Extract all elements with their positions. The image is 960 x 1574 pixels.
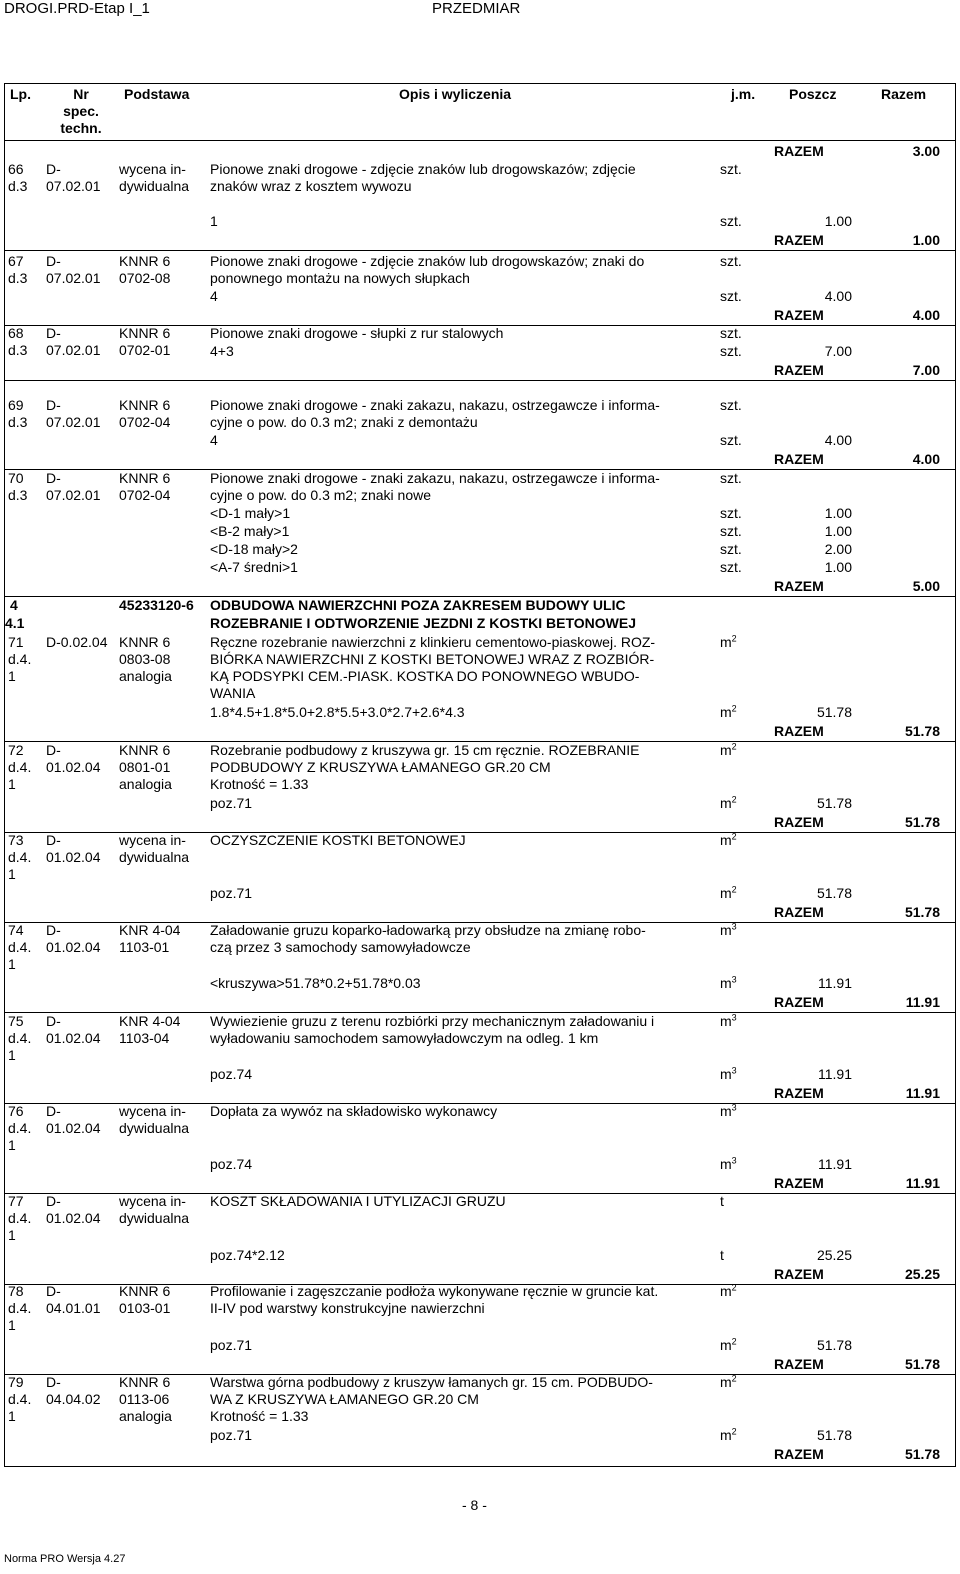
calc-expression: 4 <box>210 432 218 448</box>
calc-expression: <D-1 mały>1 <box>210 505 291 521</box>
section-4-number: 4 <box>10 597 18 613</box>
calc-unit: $m^2$ <box>720 1426 737 1443</box>
item-lp: 73 d.4. 1 <box>8 832 32 882</box>
col-jm: j.m. <box>731 86 756 102</box>
item-razem-label: RAZEM <box>774 1085 824 1101</box>
row-separator <box>4 250 956 251</box>
document-type: PRZEDMIAR <box>432 0 521 17</box>
item-basis: KNR 4-04 1103-04 <box>119 1013 181 1046</box>
item-razem-label: RAZEM <box>774 814 824 830</box>
calc-expression: <B-2 mały>1 <box>210 523 290 539</box>
calc-expression: 1.8*4.5+1.8*5.0+2.8*5.5+3.0*2.7+2.6*4.3 <box>210 704 465 720</box>
calc-expression: <kruszywa>51.78*0.2+51.78*0.03 <box>210 975 421 991</box>
item-spec: D- 04.01.01 <box>46 1283 101 1316</box>
item-razem-label: RAZEM <box>774 1266 824 1282</box>
item-description: Pionowe znaki drogowe - znaki zakazu, nakazu, ostrzegawcze i informa- cyjne o pow. do 0.3 m2; znaki z demontażu <box>210 397 660 430</box>
item-basis: KNNR 6 0702-08 <box>119 253 171 286</box>
item-spec: D- 07.02.01 <box>46 253 101 286</box>
calc-unit: $m^2$ <box>720 884 737 901</box>
calc-unit: $m^2$ <box>720 794 737 811</box>
calc-value: 11.91 <box>818 1066 852 1082</box>
calc-unit: $m^3$ <box>720 1155 737 1172</box>
calc-unit: szt. <box>720 432 742 448</box>
item-spec: D- 04.04.02 <box>46 1374 101 1407</box>
calc-expression: poz.71 <box>210 885 253 901</box>
page-number: - 8 - <box>462 1497 487 1513</box>
item-description: Załadowanie gruzu koparko-ładowarką przy obsłudze na zmianę robo- czą przez 3 samochody samowyładowcze <box>210 922 646 955</box>
item-lp: 72 d.4. 1 <box>8 742 32 792</box>
calc-value: 51.78 <box>816 704 852 720</box>
calc-value: 1.00 <box>824 559 852 575</box>
item-spec: D- 07.02.01 <box>46 325 101 358</box>
item-unit: $m^2$ <box>720 741 737 758</box>
item-description: Ręczne rozebranie nawierzchni z klinkieru cementowo-piaskowej. ROZ- BIÓRKA NAWIERZCHNI Z KOSTKI BETONOWEJ WRAZ Z ROZBIÓR- KĄ PODSYPKI CEM.-PIASK. KOSTKA DO PONOWNEGO WBUDO- WANIA <box>210 634 656 701</box>
item-razem-value: 1.00 <box>912 232 940 248</box>
item-description: OCZYSZCZENIE KOSTKI BETONOWEJ <box>210 832 466 848</box>
item-basis: wycena in- dywidualna <box>119 161 190 194</box>
item-lp: 68 d.3 <box>8 325 28 358</box>
calc-unit: szt. <box>720 505 742 521</box>
calc-expression: 4 <box>210 288 218 304</box>
item-lp: 75 d.4. 1 <box>8 1013 32 1063</box>
item-razem-label: RAZEM <box>774 723 824 739</box>
item-unit: $m^2$ <box>720 633 737 650</box>
item-razem-value: 5.00 <box>912 578 940 594</box>
col-poszcz: Poszcz <box>789 86 837 102</box>
col-nr: Nr spec. techn. <box>60 86 102 136</box>
item-description: KOSZT SKŁADOWANIA I UTYLIZACJI GRUZU <box>210 1193 506 1209</box>
calc-value: 51.78 <box>816 1337 852 1353</box>
item-unit: $m^3$ <box>720 1012 737 1029</box>
software-version: Norma PRO Wersja 4.27 <box>4 1553 126 1565</box>
item-lp: 71 d.4. 1 <box>8 634 32 684</box>
item-basis: KNR 4-04 1103-01 <box>119 922 181 955</box>
item-unit: $m^2$ <box>720 1373 737 1390</box>
item-unit: szt. <box>720 325 742 341</box>
calc-unit: szt. <box>720 288 742 304</box>
calc-value: 1.00 <box>824 213 852 229</box>
item-basis: KNNR 6 0803-08 analogia <box>119 634 172 684</box>
item-unit: $m^2$ <box>720 831 737 848</box>
calc-unit: t <box>720 1247 724 1263</box>
item-basis: KNNR 6 0702-01 <box>119 325 171 358</box>
item-razem-value: 51.78 <box>904 1356 940 1372</box>
item-basis: KNNR 6 0801-01 analogia <box>119 742 172 792</box>
calc-value: 1.00 <box>824 505 852 521</box>
section-4-code: 45233120-6 <box>119 597 194 613</box>
item-spec: D- 01.02.04 <box>46 1103 101 1136</box>
calc-expression: 4+3 <box>210 343 234 359</box>
item-razem-value: 25.25 <box>904 1266 940 1282</box>
col-opis: Opis i wyliczenia <box>399 86 512 102</box>
item-spec: D- 07.02.01 <box>46 397 101 430</box>
item-spec: D- 07.02.01 <box>46 161 101 194</box>
item-razem-label: RAZEM <box>774 307 824 323</box>
item-description: Pionowe znaki drogowe - zdjęcie znaków lub drogowskazów; znaki do ponownego montażu na nowych słupkach <box>210 253 645 286</box>
calc-expression: poz.71 <box>210 1427 253 1443</box>
calc-value: 51.78 <box>816 795 852 811</box>
item-razem-label: RAZEM <box>774 232 824 248</box>
col-lp: Lp. <box>10 86 31 102</box>
item-basis: KNNR 6 0103-01 <box>119 1283 171 1316</box>
col-razem: Razem <box>881 86 927 102</box>
calc-value: 11.91 <box>818 1156 852 1172</box>
item-lp: 79 d.4. 1 <box>8 1374 32 1424</box>
calc-expression: 1 <box>210 213 218 229</box>
calc-value: 4.00 <box>824 288 852 304</box>
item-spec: D- 07.02.01 <box>46 470 101 503</box>
item-spec: D- 01.02.04 <box>46 1193 101 1226</box>
item-razem-value: 51.78 <box>904 1446 940 1462</box>
item-unit: szt. <box>720 470 742 486</box>
calc-value: 51.78 <box>816 1427 852 1443</box>
document-name: DROGI.PRD-Etap I_1 <box>4 0 150 17</box>
calc-unit: szt. <box>720 523 742 539</box>
item-unit: szt. <box>720 161 742 177</box>
calc-unit: szt. <box>720 213 742 229</box>
calc-value: 4.00 <box>824 432 852 448</box>
item-lp: 66 d.3 <box>8 161 28 194</box>
section-4-title: ODBUDOWA NAWIERZCHNI POZA ZAKRESEM BUDOWY ULIC <box>210 597 626 613</box>
calc-unit: $m^3$ <box>720 1065 737 1082</box>
item-spec: D-0.02.04 <box>46 634 108 650</box>
item-spec: D- 01.02.04 <box>46 742 101 775</box>
item-razem-label: RAZEM <box>774 1356 824 1372</box>
calc-unit: szt. <box>720 343 742 359</box>
calc-unit: szt. <box>720 559 742 575</box>
item-basis: KNNR 6 0702-04 <box>119 397 171 430</box>
item-razem-label: RAZEM <box>774 994 824 1010</box>
calc-value: 2.00 <box>824 541 852 557</box>
item-lp: 70 d.3 <box>8 470 28 503</box>
item-unit: szt. <box>720 397 742 413</box>
calc-value: 51.78 <box>816 885 852 901</box>
item-razem-label: RAZEM <box>774 1446 824 1462</box>
item-razem-value: 11.91 <box>905 1175 940 1191</box>
item-description: Warstwa górna podbudowy z kruszyw łamanych gr. 15 cm. PODBUDO- WA Z KRUSZYWA ŁAMANEGO GR.20 CM Krotność = 1.33 <box>210 1374 653 1424</box>
item-lp: 69 d.3 <box>8 397 28 430</box>
item-basis: KNNR 6 0702-04 <box>119 470 171 503</box>
calc-expression: <A-7 średni>1 <box>210 559 298 575</box>
item-razem-value: 51.78 <box>904 723 940 739</box>
calc-expression: poz.71 <box>210 1337 253 1353</box>
calc-value: 11.91 <box>818 975 852 991</box>
calc-expression: poz.74*2.12 <box>210 1247 285 1263</box>
section-4-1-number: 4.1 <box>5 615 25 631</box>
item-lp: 78 d.4. 1 <box>8 1283 32 1333</box>
item-unit: $m^2$ <box>720 1282 737 1299</box>
item-lp: 76 d.4. 1 <box>8 1103 32 1153</box>
item-razem-value: 51.78 <box>904 904 940 920</box>
item-spec: D- 01.02.04 <box>46 1013 101 1046</box>
item-description: Profilowanie i zagęszczanie podłoża wykonywane ręcznie w gruncie kat. II-IV pod warstwy konstrukcyjne nawierzchni <box>210 1283 659 1316</box>
row-separator <box>4 380 956 381</box>
item-razem-label: RAZEM <box>774 904 824 920</box>
carried-razem-value: 3.00 <box>912 143 940 159</box>
calc-expression: <D-18 mały>2 <box>210 541 298 557</box>
item-basis: wycena in- dywidualna <box>119 1193 190 1226</box>
calc-value: 25.25 <box>816 1247 852 1263</box>
item-unit: t <box>720 1193 724 1209</box>
calc-unit: $m^2$ <box>720 1336 737 1353</box>
item-razem-value: 4.00 <box>912 451 940 467</box>
table-top-border <box>4 83 956 84</box>
header-bottom-border <box>4 140 956 141</box>
calc-unit: $m^2$ <box>720 703 737 720</box>
item-razem-value: 11.91 <box>905 1085 940 1101</box>
item-lp: 74 d.4. 1 <box>8 922 32 972</box>
item-basis: KNNR 6 0113-06 analogia <box>119 1374 172 1424</box>
item-razem-label: RAZEM <box>774 362 824 378</box>
item-lp: 67 d.3 <box>8 253 28 286</box>
item-razem-value: 7.00 <box>912 362 940 378</box>
item-razem-value: 51.78 <box>904 814 940 830</box>
carried-razem-label: RAZEM <box>774 143 824 159</box>
table-left-border <box>4 83 5 1466</box>
calc-expression: poz.74 <box>210 1066 253 1082</box>
section-4-1-title: ROZEBRANIE I ODTWORZENIE JEZDNI Z KOSTKI BETONOWEJ <box>210 615 636 631</box>
item-razem-value: 11.91 <box>905 994 940 1010</box>
item-razem-value: 4.00 <box>912 307 940 323</box>
item-razem-label: RAZEM <box>774 451 824 467</box>
calc-unit: $m^3$ <box>720 974 737 991</box>
item-description: Pionowe znaki drogowe - zdjęcie znaków lub drogowskazów; zdjęcie znaków wraz z kosztem wywozu <box>210 161 636 194</box>
item-description: Pionowe znaki drogowe - znaki zakazu, nakazu, ostrzegawcze i informa- cyjne o pow. do 0.3 m2; znaki nowe <box>210 470 660 503</box>
calc-unit: szt. <box>720 541 742 557</box>
item-description: Pionowe znaki drogowe - słupki z rur stalowych <box>210 325 504 341</box>
item-description: Rozebranie podbudowy z kruszywa gr. 15 cm ręcznie. ROZEBRANIE PODBUDOWY Z KRUSZYWA ŁAMANEGO GR.20 CM Krotność = 1.33 <box>210 742 640 792</box>
item-unit: $m^3$ <box>720 921 737 938</box>
calc-value: 7.00 <box>824 343 852 359</box>
table-bottom-border <box>4 1466 956 1467</box>
col-podstawa: Podstawa <box>124 86 190 102</box>
item-lp: 77 d.4. 1 <box>8 1193 32 1243</box>
calc-value: 1.00 <box>824 523 852 539</box>
table-right-border <box>955 83 956 1466</box>
item-basis: wycena in- dywidualna <box>119 832 190 865</box>
item-unit: $m^3$ <box>720 1102 737 1119</box>
item-description: Dopłata za wywóz na składowisko wykonawcy <box>210 1103 498 1119</box>
item-razem-label: RAZEM <box>774 1175 824 1191</box>
item-basis: wycena in- dywidualna <box>119 1103 190 1136</box>
item-description: Wywiezienie gruzu z terenu rozbiórki przy mechanicznym załadowaniu i wyładowaniu samochodem samowyładowczym na odleg. 1 km <box>210 1013 655 1046</box>
item-razem-label: RAZEM <box>774 578 824 594</box>
item-unit: szt. <box>720 253 742 269</box>
item-spec: D- 01.02.04 <box>46 922 101 955</box>
calc-expression: poz.71 <box>210 795 253 811</box>
item-spec: D- 01.02.04 <box>46 832 101 865</box>
calc-expression: poz.74 <box>210 1156 253 1172</box>
